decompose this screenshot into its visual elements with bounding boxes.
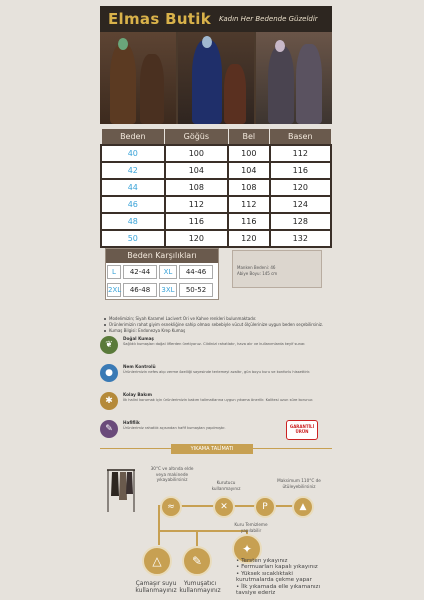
note-line: Ürünlerimizin rahat giyim esnekliğine sahip olması sebebiyle vücut ölçülerinize uygun beden seçebilirsiniz.	[104, 322, 328, 328]
no-bleach-icon: △	[142, 546, 172, 576]
table-cell: 100	[165, 145, 228, 162]
note-line: Kumaş Bilgisi: Endonezya Krep Kumaş	[104, 328, 328, 334]
product-photo-brown	[100, 32, 176, 124]
iron-icon: ▲	[292, 496, 314, 518]
table-cell: 116	[228, 213, 270, 230]
header-beden: Beden	[101, 129, 165, 145]
table-row	[101, 162, 331, 179]
table-row	[101, 213, 331, 230]
model-info	[232, 250, 322, 288]
gear-icon: ✱	[100, 392, 118, 410]
table-cell: 100	[228, 145, 270, 162]
feature-title: Kolay Bakım	[123, 392, 152, 397]
size-range: 44-46	[179, 265, 213, 279]
table-cell: 120	[228, 230, 270, 247]
bleach-label: Çamaşır suyu kullanmayınız	[135, 580, 177, 594]
feature-desc: Ürünlerimizin nefes alıp verme özelliği sayesinde terlemeyi azaltır, gün boyu kuru ve konforlu hissettirir.	[123, 370, 311, 374]
list-item: • Fermuarları kapalı yıkayınız	[236, 564, 318, 571]
brand-name: Elmas Butik	[108, 10, 211, 28]
feature-natural-fabric	[100, 336, 330, 354]
size-letter: L	[107, 265, 121, 279]
table-cell: 112	[228, 196, 270, 213]
clothes-rack-icon	[104, 466, 138, 512]
size-table	[100, 128, 332, 248]
table-row	[101, 196, 331, 213]
softener-label: Yumuşatıcı kullanmayınız	[179, 580, 221, 594]
table-cell: 120	[165, 230, 228, 247]
feather-icon: ✎	[100, 420, 118, 438]
model-size: Manken Bedeni: 46	[237, 265, 276, 270]
table-cell: 132	[270, 230, 331, 247]
table-row	[101, 145, 331, 162]
size-range: 50-52	[179, 283, 213, 297]
note-line: Modelimizin; Siyah Karamel Lacivert Ori ve Kahve renkleri bulunmaktadır.	[104, 316, 328, 322]
list-item: • Yüksek sıcaklıktaki kurutmalarda çekme yapar	[236, 570, 312, 584]
feature-title: Nem Kontrolü	[123, 364, 156, 369]
care-tips	[236, 558, 326, 596]
table-cell: 48	[101, 213, 165, 230]
table-cell: 108	[165, 179, 228, 196]
list-item: • Tersten yıkayınız	[236, 558, 288, 564]
table-cell: 112	[165, 196, 228, 213]
table-cell: 108	[228, 179, 270, 196]
size-letter: 2XL	[107, 283, 121, 297]
table-row	[101, 230, 331, 247]
leaf-icon: ❦	[100, 336, 118, 354]
table-cell: 116	[270, 162, 331, 179]
header-basen: Basen	[270, 129, 331, 145]
table-cell: 104	[228, 162, 270, 179]
header-bel: Bel	[228, 129, 270, 145]
product-photos	[100, 32, 332, 124]
wash-title: YIKAMA TALİMATI	[171, 444, 253, 454]
table-cell: 50	[101, 230, 165, 247]
step-label: Kurutucu kullanmayınız	[211, 480, 241, 491]
list-item	[106, 263, 218, 281]
table-cell: 42	[101, 162, 165, 179]
product-notes	[104, 316, 328, 334]
brand-header	[100, 6, 332, 32]
feature-desc: İlk halini korumak için ürünlerimizin bakım talimatlarına uygun yıkama önerilir. Kalitesi uzun süre korunur.	[123, 398, 314, 402]
size-equivalents-title: Beden Karşılıkları	[106, 249, 218, 263]
size-letter: XL	[159, 265, 177, 279]
feature-moisture	[100, 364, 330, 382]
product-photo-navy	[178, 32, 254, 124]
size-equivalents	[105, 248, 219, 300]
table-cell: 112	[270, 145, 331, 162]
list-item: • İlk yıkamada elle yıkamanızı tavsiye ederiz	[236, 583, 321, 597]
header-gogus: Göğüs	[165, 129, 228, 145]
step-label: 30°C ve altında elde veya makinede yıkayabilirsiniz	[150, 466, 194, 482]
drop-icon: ●	[100, 364, 118, 382]
table-cell: 46	[101, 196, 165, 213]
list-item	[106, 281, 218, 299]
table-cell: 128	[270, 213, 331, 230]
no-dryer-icon: ✕	[213, 496, 235, 518]
dry-clean-icon: P	[254, 496, 276, 518]
table-row	[101, 179, 331, 196]
feature-desc: Sağlıklı kumaşları doğal liflerden üretiyoruz. Cildinizi rahatlatır, hava alır ve kullanımlarda keyif sunar.	[123, 342, 306, 346]
table-cell: 116	[165, 213, 228, 230]
size-range: 42-44	[123, 265, 157, 279]
size-letter: 3XL	[159, 283, 177, 297]
feature-desc: Ürünlerimiz rahatlık açısından hafif kumaştan yapılmıştır.	[123, 426, 226, 430]
step-label: Maksimum 110°C de ütüleyebilirsiniz	[277, 478, 321, 489]
table-cell: 104	[165, 162, 228, 179]
table-cell: 120	[270, 179, 331, 196]
feature-title: Doğal Kumaş	[123, 336, 154, 341]
table-cell: 44	[101, 179, 165, 196]
table-cell: 40	[101, 145, 165, 162]
model-length: Abiye Boyu: 145 cm	[237, 271, 278, 276]
no-softener-icon: ✎	[182, 546, 212, 576]
product-photo-grey	[256, 32, 332, 124]
guarantee-badge: GARANTİLİ ÜRÜN	[286, 420, 318, 440]
feature-easy-care	[100, 392, 330, 410]
bulb-icon: ✦	[232, 534, 262, 564]
feature-title: Hafiflik	[123, 420, 140, 425]
step-label: Kuru Temizleme yapılabilir	[234, 522, 268, 533]
size-range: 46-48	[123, 283, 157, 297]
brand-tagline: Kadın Her Bedende Güzeldir	[219, 15, 318, 23]
wash-tub-icon: ≈	[160, 496, 182, 518]
table-cell: 124	[270, 196, 331, 213]
